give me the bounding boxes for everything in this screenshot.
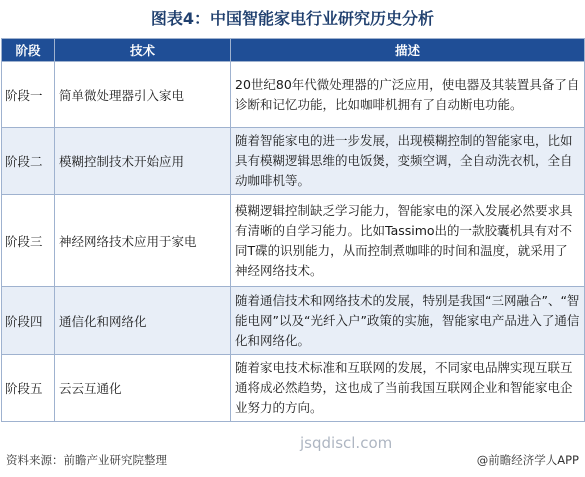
table-row	[2, 287, 585, 355]
watermark-text: jsqdiscl.com	[300, 434, 393, 452]
tech-cell: 简单微处理器引入家电	[55, 62, 231, 128]
stage-cell: 阶段一	[2, 62, 55, 128]
chart-title: 图表4：中国智能家电行业研究历史分析	[150, 9, 435, 28]
desc-cell: 随着通信技术和网络技术的发展，特别是我国“三网融合”、“智能电网”以及“光纤入户”政策的实施，智能家电产品进入了通信化和网络化。	[231, 287, 585, 355]
desc-cell: 随着家电技术标准和互联网的发展，不同家电品牌实现互联互通将成必然趋势，这也成了当前我国互联网企业和智能家电企业努力的方向。	[231, 355, 585, 422]
stage-cell: 阶段三	[2, 195, 55, 287]
source-note: 资料来源：前瞻产业研究院整理	[6, 453, 167, 467]
table-row	[2, 128, 585, 195]
table-row	[2, 62, 585, 128]
desc-cell: 20世纪80年代微处理器的广泛应用，使电器及其装置具备了自诊断和记忆功能，比如咖啡机拥有了自动断电功能。	[231, 62, 585, 128]
table-row	[2, 195, 585, 287]
stage-cell: 阶段四	[2, 287, 55, 355]
header-desc: 描述	[231, 39, 585, 62]
tech-cell: 神经网络技术应用于家电	[55, 195, 231, 287]
header-tech: 技术	[55, 39, 231, 62]
history-table	[1, 38, 585, 422]
table-row	[2, 355, 585, 422]
table-header-row	[2, 39, 585, 62]
stage-cell: 阶段二	[2, 128, 55, 195]
tech-cell: 模糊控制技术开始应用	[55, 128, 231, 195]
stage-cell: 阶段五	[2, 355, 55, 422]
brand-credit: @前瞻经济学人APP	[476, 453, 579, 467]
desc-cell: 随着智能家电的进一步发展，出现模糊控制的智能家电，比如具有模糊逻辑思维的电饭煲，变频空调，全自动洗衣机，全自动咖啡机等。	[231, 128, 585, 195]
tech-cell: 通信化和网络化	[55, 287, 231, 355]
header-stage: 阶段	[2, 39, 55, 62]
desc-cell: 模糊逻辑控制缺乏学习能力，智能家电的深入发展必然要求具有清晰的自学习能力。比如Tassimo出的一款胶囊机具有对不同T碟的识别能力，从而控制煮咖啡的时间和温度，就采用了神经网络技术。	[231, 195, 585, 287]
footer	[0, 448, 585, 472]
tech-cell: 云云互通化	[55, 355, 231, 422]
